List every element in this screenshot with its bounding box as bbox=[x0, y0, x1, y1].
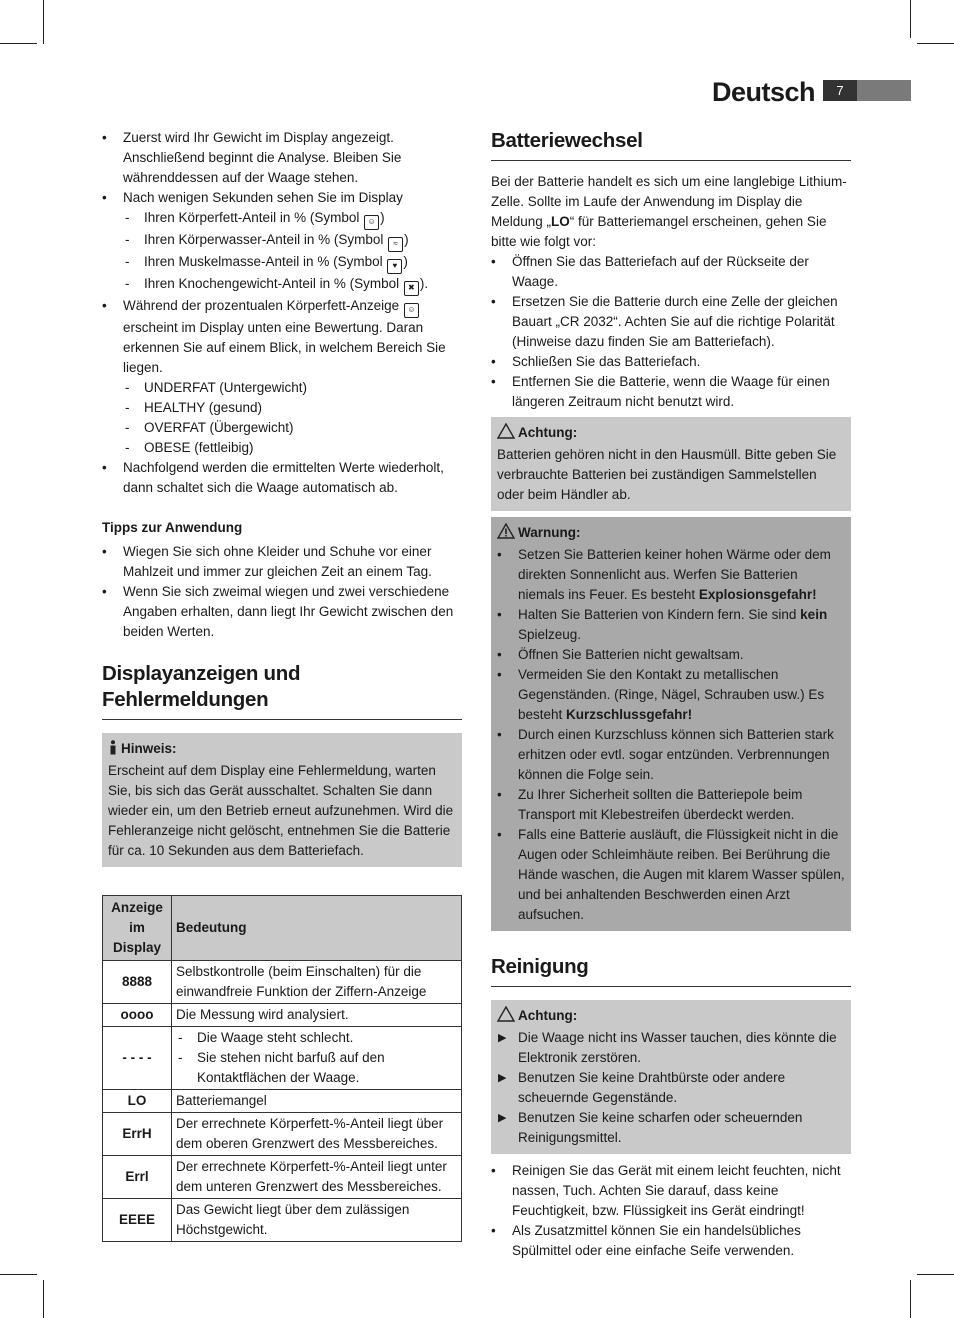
list-item: • Nach wenigen Sekunden sehen Sie im Display - Ihren Körperfett-Anteil in % (Symbol ☺ ) - Ihren Körperwasser-Anteil in % (Symbol ≈ ) - Ihren Muskelmasse-Anteil in % (Symbol ♥ ) - Ihren Knochengewicht-Anteil in % (Symbol ✖ ). bbox=[102, 188, 462, 296]
battery-section-heading: Batteriewechsel bbox=[491, 128, 851, 161]
list-item: - HEALTHY (gesund) bbox=[123, 398, 462, 418]
table-header-display: Anzeige im Display bbox=[103, 896, 172, 961]
list-item: • Öffnen Sie das Batteriefach auf der Rückseite der Waage. bbox=[491, 252, 851, 292]
list-item: • Wenn Sie sich zweimal wiegen und zwei verschiedene Angaben erhalten, dann liegt Ihr Gewicht zwischen den beiden Werten. bbox=[102, 582, 462, 642]
table-row bbox=[103, 1156, 462, 1199]
caution-title: Achtung: bbox=[518, 425, 578, 440]
meaning: Batteriemangel bbox=[172, 1090, 462, 1113]
list-item: • Halten Sie Batterien von Kindern fern. Sie sind kein Spielzeug. bbox=[497, 605, 845, 645]
list-item: - Die Waage steht schlecht. bbox=[176, 1028, 457, 1048]
list-item: • Zu Ihrer Sicherheit sollten die Batteriepole beim Transport mit Klebestreifen überdeckt werden. bbox=[497, 785, 845, 825]
table-row bbox=[103, 961, 462, 1004]
warning-triangle-icon bbox=[497, 1006, 515, 1028]
meaning bbox=[172, 1027, 462, 1090]
crop-mark bbox=[0, 43, 37, 44]
right-column bbox=[491, 128, 851, 1261]
list-item: ▶ Benutzen Sie keine scharfen oder scheuernden Reinigungsmittel. bbox=[497, 1108, 845, 1148]
battery-steps bbox=[491, 252, 851, 412]
hint-title: Hinweis: bbox=[121, 741, 177, 756]
crop-mark bbox=[917, 1274, 954, 1275]
table-row bbox=[103, 1090, 462, 1113]
warning-list bbox=[497, 545, 845, 925]
crop-mark bbox=[910, 0, 911, 38]
warning-title: Warnung: bbox=[518, 525, 581, 540]
tips-heading: Tipps zur Anwendung bbox=[102, 520, 243, 535]
display-code: EEEE bbox=[103, 1199, 172, 1242]
body-fat-icon: ☺ bbox=[404, 303, 419, 318]
table-row bbox=[103, 1004, 462, 1027]
list-item: • Wiegen Sie sich ohne Kleider und Schuhe vor einer Mahlzeit und immer zur gleichen Zeit an einem Tag. bbox=[102, 542, 462, 582]
list-item: ▶ Die Waage nicht ins Wasser tauchen, dies könnte die Elektronik zerstören. bbox=[497, 1028, 845, 1068]
hint-box bbox=[102, 733, 462, 867]
list-item: • Reinigen Sie das Gerät mit einem leicht feuchten, nicht nassen, Tuch. Achten Sie darauf, dass keine Feuchtigkeit, bzw. Flüssigkeit ins Gerät eindringt! bbox=[491, 1161, 851, 1221]
list-item: • Setzen Sie Batterien keiner hohen Wärme oder dem direkten Sonnenlicht aus. Werfen Sie Batterien niemals ins Feuer. Es besteht Explosionsgefahr! bbox=[497, 545, 845, 605]
left-column bbox=[102, 128, 462, 1242]
display-code: ErrH bbox=[103, 1113, 172, 1156]
cleaning-section-heading: Reinigung bbox=[491, 954, 851, 987]
battery-intro: Bei der Batterie handelt es sich um eine langlebige Lithium-Zelle. Sollte im Laufe der Anwendung im Display die Meldung „LO“ für Batteriemangel erscheinen, gehen Sie bitte wie folgt vor: bbox=[491, 174, 847, 249]
rating-list bbox=[123, 378, 462, 458]
list-item: - UNDERFAT (Untergewicht) bbox=[123, 378, 462, 398]
display-code: oooo bbox=[103, 1004, 172, 1027]
hint-text: Erscheint auf dem Display eine Fehlermeldung, warten Sie, bis sich das Gerät ausschaltet. Schalten Sie dann wieder ein, um den Betrieb erneut aufzunehmen. Wird die Fehleranzeige nicht gelöscht, entnehmen Sie die Batterie für ca. 10 Sekunden aus dem Batteriefach. bbox=[108, 763, 454, 858]
display-code: Errl bbox=[103, 1156, 172, 1199]
header-bar bbox=[857, 80, 911, 101]
info-icon bbox=[108, 740, 118, 761]
list-item: • Zuerst wird Ihr Gewicht im Display angezeigt. Anschließend beginnt die Analyse. Bleiben Sie währenddessen auf der Waage stehen. bbox=[102, 128, 462, 188]
list-item: • Öffnen Sie Batterien nicht gewaltsam. bbox=[497, 645, 845, 665]
error-table bbox=[102, 895, 462, 1242]
meaning: Selbstkontrolle (beim Einschalten) für die einwandfreie Funktion der Ziffern-Anzeige bbox=[172, 961, 462, 1004]
cleaning-list bbox=[491, 1161, 851, 1261]
meaning: Der errechnete Körperfett-%-Anteil liegt über dem oberen Grenzwert des Messbereiches. bbox=[172, 1113, 462, 1156]
table-row bbox=[103, 1199, 462, 1242]
list-item: • Ersetzen Sie die Batterie durch eine Zelle der gleichen Bauart „CR 2032“. Achten Sie auf die richtige Polarität (Hinweise dazu finden Sie am Batteriefach). bbox=[491, 292, 851, 352]
symbol-list bbox=[123, 208, 462, 296]
warning-triangle-icon bbox=[497, 423, 515, 445]
cleaning-caution-list bbox=[497, 1028, 845, 1148]
caution-text: Batterien gehören nicht in den Hausmüll. Bitte geben Sie verbrauchte Batterien bei zuständigen Sammelstellen oder beim Händler ab. bbox=[497, 447, 837, 502]
list-item: - Ihren Knochengewicht-Anteil in % (Symbol ✖ ). bbox=[123, 274, 462, 296]
display-code: 8888 bbox=[103, 961, 172, 1004]
list-item: - Ihren Körperfett-Anteil in % (Symbol ☺ ) bbox=[123, 208, 462, 230]
cleaning-caution-title: Achtung: bbox=[518, 1008, 578, 1023]
crop-mark bbox=[0, 1274, 37, 1275]
crop-mark bbox=[43, 0, 44, 44]
list-item: • Schließen Sie das Batteriefach. bbox=[491, 352, 851, 372]
caution-box bbox=[491, 417, 851, 511]
cleaning-caution-box bbox=[491, 1000, 851, 1154]
table-row bbox=[103, 1027, 462, 1090]
body-water-icon: ≈ bbox=[388, 237, 403, 252]
list-item: • Während der prozentualen Körperfett-Anzeige ☺ erscheint im Display unten eine Bewertung. Daran erkennen Sie auf einem Blick, in welchem Bereich Sie liegen. - UNDERFAT (Untergewicht) - HEALTHY (gesund) - OVERFAT (Übergewicht) - OBESE (fettleibig) bbox=[102, 296, 462, 458]
body-fat-icon: ☺ bbox=[364, 215, 379, 230]
list-item: - Ihren Muskelmasse-Anteil in % (Symbol ♥ ) bbox=[123, 252, 462, 274]
bone-weight-icon: ✖ bbox=[404, 281, 419, 296]
list-item: • Nachfolgend werden die ermittelten Werte wiederholt, dann schaltet sich die Waage automatisch ab. bbox=[102, 458, 462, 498]
list-item: • Falls eine Batterie ausläuft, die Flüssigkeit nicht in die Augen oder Schleimhäute reiben. Bei Berührung die Hände waschen, die Augen mit klarem Wasser spülen, und bei anhaltenden Beschwerden einen Arzt aufsuchen. bbox=[497, 825, 845, 925]
list-item: • Entfernen Sie die Batterie, wenn die Waage für einen längeren Zeitraum nicht benutzt wird. bbox=[491, 372, 851, 412]
meaning: Die Messung wird analysiert. bbox=[172, 1004, 462, 1027]
tips-list bbox=[102, 542, 462, 642]
page-title: Deutsch bbox=[712, 77, 816, 107]
list-item: - Sie stehen nicht barfuß auf den Kontaktflächen der Waage. bbox=[176, 1048, 457, 1088]
display-code: - - - - bbox=[103, 1027, 172, 1090]
crop-mark bbox=[43, 1280, 44, 1318]
crop-mark bbox=[910, 1280, 911, 1318]
crop-mark bbox=[917, 43, 954, 44]
table-header-meaning: Bedeutung bbox=[172, 896, 462, 961]
table-header bbox=[103, 896, 462, 961]
list-item: • Als Zusatzmittel können Sie ein handelsübliches Spülmittel oder eine einfache Seife verwenden. bbox=[491, 1221, 851, 1261]
list-item: ▶ Benutzen Sie keine Drahtbürste oder andere scheuernde Gegenstände. bbox=[497, 1068, 845, 1108]
display-code: LO bbox=[103, 1090, 172, 1113]
display-section-heading: Displayanzeigen und Fehlermeldungen bbox=[102, 661, 462, 720]
muscle-mass-icon: ♥ bbox=[387, 259, 402, 274]
page-number: 7 bbox=[823, 80, 857, 101]
meaning: Das Gewicht liegt über dem zulässigen Höchstgewicht. bbox=[172, 1199, 462, 1242]
list-item: - Ihren Körperwasser-Anteil in % (Symbol ≈ ) bbox=[123, 230, 462, 252]
list-item: - OVERFAT (Übergewicht) bbox=[123, 418, 462, 438]
list-item: • Durch einen Kurzschluss können sich Batterien stark erhitzen oder evtl. sogar entzünden. Verbrennungen können die Folge sein. bbox=[497, 725, 845, 785]
warning-box bbox=[491, 517, 851, 931]
table-row bbox=[103, 1113, 462, 1156]
list-item: • Vermeiden Sie den Kontakt zu metallischen Gegenständen. (Ringe, Nägel, Schrauben usw.) Es besteht Kurzschlussgefahr! bbox=[497, 665, 845, 725]
meaning: Der errechnete Körperfett-%-Anteil liegt unter dem unteren Grenzwert des Messbereiches. bbox=[172, 1156, 462, 1199]
list-item: - OBESE (fettleibig) bbox=[123, 438, 462, 458]
analysis-list bbox=[102, 128, 462, 498]
warning-triangle-icon bbox=[497, 523, 515, 545]
